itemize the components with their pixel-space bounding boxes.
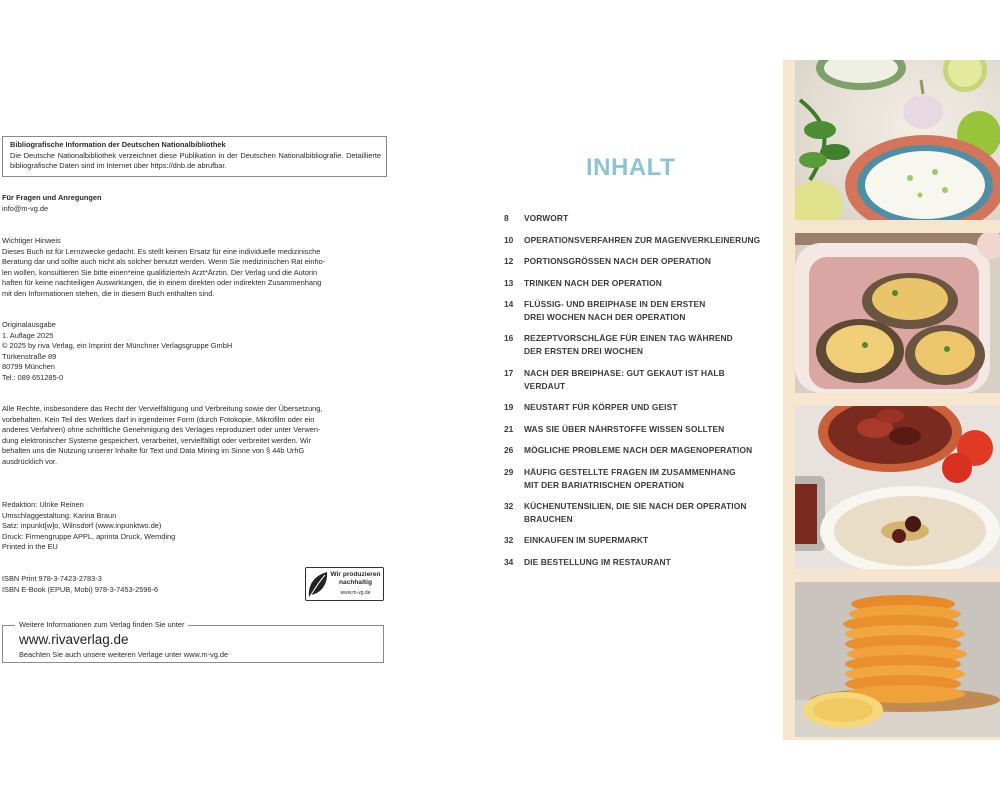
bibliographic-info-box: [2, 136, 387, 177]
toc-entry-title: WAS SIE ÜBER NÄHRSTOFFE WISSEN SOLLTEN: [524, 424, 725, 434]
toc-entry-title: FLÜSSIG- UND BREIPHASE IN DEN ERSTEN DREI WOCHEN NACH DER OPERATION: [524, 299, 706, 323]
credit-line: Umschlaggestaltung: Karina Braun: [2, 510, 117, 520]
toc-page-number: 8: [504, 213, 509, 223]
rights-line: vorbehalten. Kein Teil des Werkes darf in irgendeiner Form (durch Fotokopie, Mikrofilm oder ein: [2, 414, 315, 424]
dip-and-dried-tomatoes-photo: [795, 406, 1000, 569]
credit-line: Printed in the EU: [2, 542, 58, 552]
important-notice: [2, 236, 384, 300]
toc-page-number: 16: [504, 333, 514, 343]
isbn-print: ISBN Print 978-3-7423-2783-3: [2, 574, 102, 583]
contact-email[interactable]: info@m-vg.de: [2, 203, 49, 213]
toc-page-number: 14: [504, 299, 514, 309]
toc-page-number: 29: [504, 467, 514, 477]
notice-line: Beratung dar und sollte auch nicht als solcher benutzt werden. Wenn Sie medizinischen Rat einho-: [2, 257, 326, 267]
toc-page-number: 13: [504, 278, 514, 288]
publisher-web-box: [2, 620, 384, 663]
imprint-page: [0, 0, 400, 800]
toc-page-number: 32: [504, 501, 514, 511]
production-credits: [2, 500, 384, 553]
credit-line: Redaktion: Ulrike Reinen: [2, 500, 84, 509]
web-caption: Weitere Informationen zum Verlag finden Sie unter: [15, 620, 188, 630]
toc-entry-title: KÜCHENUTENSILIEN, DIE SIE NACH DER OPERATION BRAUCHEN: [524, 501, 747, 525]
notice-line: Dieses Buch ist für Lernzwecke gedacht. Es stellt keinen Ersatz für eine individuelle medizinische: [2, 246, 321, 256]
toc-title: INHALT: [586, 154, 676, 181]
publisher-url-link[interactable]: www.rivaverlag.de: [19, 632, 129, 647]
toc-page-number: 10: [504, 235, 514, 245]
isbn-ebook: ISBN E-Book (EPUB, Mobi) 978-3-7453-2596-6: [2, 584, 159, 594]
toc-page-number: 26: [504, 445, 514, 455]
rights-line: anderes Verfahren) ohne schriftliche Genehmigung des Verlages reproduziert oder unter Verwen-: [2, 425, 321, 435]
credit-line: Satz: inpunkt[w]o, Wilnsdorf (www.inpunktwo.de): [2, 521, 162, 531]
contact-heading: Für Fragen und Anregungen: [2, 193, 102, 202]
notice-heading: Wichtiger Hinweis: [2, 236, 61, 245]
sustainability-badge: [305, 567, 384, 601]
contact-block: [2, 193, 384, 214]
more-publishers-text: Beachten Sie auch unsere weiteren Verlage unter www.m-vg.de: [19, 650, 229, 659]
toc-entry-title: REZEPTVORSCHLÄGE FÜR EINEN TAG WÄHREND DER ERSTEN DREI WOCHEN: [524, 333, 733, 357]
toc-page-number: 17: [504, 368, 514, 378]
rights-line: dung elektronischer Systeme gespeichert, verarbeitet, vervielfältigt oder verbreitet werden. Wir: [2, 435, 311, 445]
rights-line: Alle Rechte, insbesondere das Recht der Vervielfältigung und Verbreitung sowie der Übersetzung,: [2, 404, 323, 413]
edition-info: [2, 320, 384, 384]
notice-line: haften für keine nachteiligen Auswirkungen, die in einem direkten oder indirekten Zusammenhang: [2, 278, 322, 288]
cheese-crisps-photo: [795, 582, 1000, 737]
toc-entry-title: OPERATIONSVERFAHREN ZUR MAGENVERKLEINERUNG: [524, 235, 761, 245]
edition-line: Tel.: 089 651285-0: [2, 372, 64, 382]
badge-text: [329, 571, 382, 586]
toc-entry-title: TRINKEN NACH DER OPERATION: [524, 278, 662, 288]
cheese-stack: [843, 595, 967, 703]
edition-line: 80799 München: [2, 362, 56, 372]
bibliographic-info-title: Bibliografische Information der Deutschen Nationalbibliothek: [10, 140, 226, 149]
tzatziki-bowl-photo: [795, 60, 1000, 220]
rights-notice: [2, 404, 384, 468]
toc-entry-title: MÖGLICHE PROBLEME NACH DER MAGENOPERATION: [524, 445, 753, 455]
notice-line: mit den Informationen stehen, die in diesem Buch enthalten sind.: [2, 288, 215, 298]
toc-entry-title: EINKAUFEN IM SUPERMARKT: [524, 535, 649, 545]
bibliographic-info-text: Die Deutsche Nationalbibliothek verzeichnet diese Publikation in der Deutschen Nationalbibliografie. Detaillierte bibliografische Daten sind im Internet über https://dnb.de abrufbar.: [10, 150, 381, 170]
toc-entry-title: DIE BESTELLUNG IM RESTAURANT: [524, 557, 671, 567]
baked-eggplant-photo: [795, 233, 1000, 393]
toc-page-number: 21: [504, 424, 514, 434]
leaf-icon: [306, 568, 330, 600]
toc-page-number: 32: [504, 535, 514, 545]
rights-line: ausdrücklich vor.: [2, 456, 58, 466]
toc-entry-title: PORTIONSGRÖSSEN NACH DER OPERATION: [524, 256, 712, 266]
credit-line: Druck: Firmengruppe APPL, aprinta Druck, Wemding: [2, 531, 176, 541]
badge-url: www.m-vg.de: [340, 590, 371, 596]
notice-line: len wollen, konsultieren Sie bitte einen*eine qualifizierte/n Arzt*Ärztin. Der Verlag und die Autorin: [2, 267, 318, 277]
badge-line-1: Wir produzieren: [330, 571, 381, 578]
toc-page-number: 19: [504, 402, 514, 412]
edition-line: © 2025 by riva Verlag, ein Imprint der Münchner Verlagsgruppe GmbH: [2, 341, 233, 351]
badge-line-2: nachhaltig: [339, 578, 372, 586]
edition-line: Originalausgabe: [2, 320, 56, 329]
toc-entry-title: VORWORT: [524, 213, 569, 223]
toc-page-number: 34: [504, 557, 514, 567]
toc-page-number: 12: [504, 256, 514, 266]
toc-entry-title: HÄUFIG GESTELLTE FRAGEN IM ZUSAMMENHANG MIT DER BARIATRISCHEN OPERATION: [524, 467, 736, 491]
toc-entry-title: NACH DER BREIPHASE: GUT GEKAUT IST HALB VERDAUT: [524, 368, 725, 392]
toc-entry-title: NEUSTART FÜR KÖRPER UND GEIST: [524, 402, 678, 412]
edition-line: Türkenstraße 89: [2, 351, 57, 361]
edition-line: 1. Auflage 2025: [2, 330, 54, 340]
rights-line: behalten uns die Nutzung unserer Inhalte für Text und Data Mining im Sinne von § 44b UrhG: [2, 446, 305, 456]
